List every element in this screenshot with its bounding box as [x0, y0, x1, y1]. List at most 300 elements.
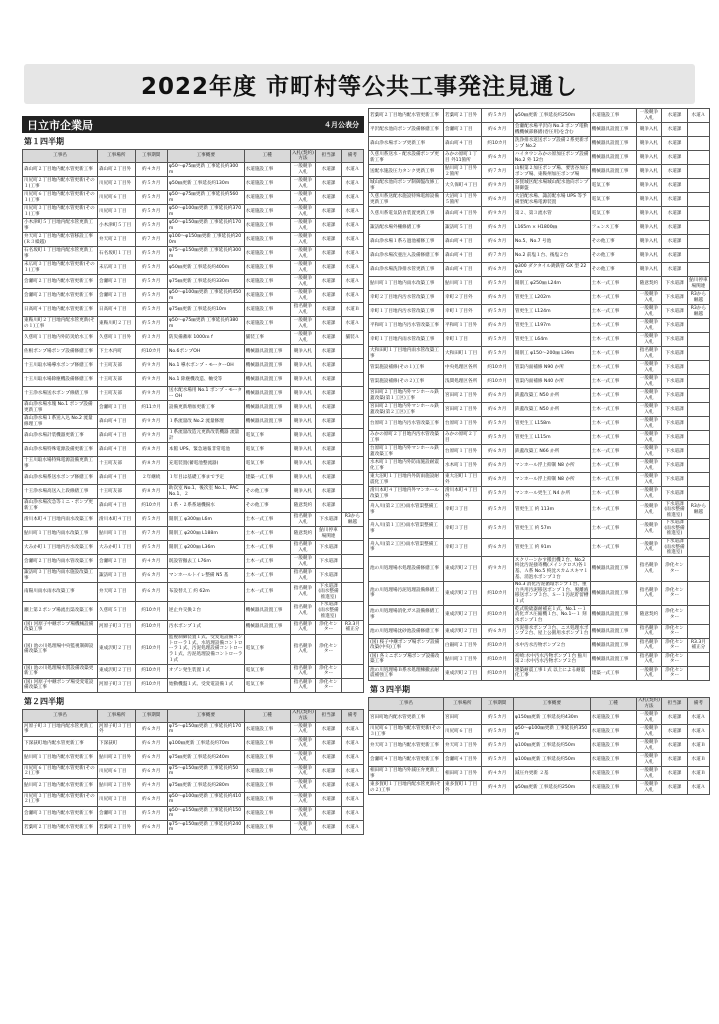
table-cell: 一般競争入札 [290, 792, 316, 806]
table-cell: 幸町２丁目外 [444, 291, 482, 305]
table-cell: 水道Ａ [687, 725, 709, 739]
table-cell [687, 165, 709, 179]
table-row [369, 319, 710, 333]
table-row [23, 499, 364, 513]
table-row [23, 601, 364, 620]
table-cell: みかの原町２丁目地内汚水管改築工事 [369, 431, 444, 445]
table-cell [341, 678, 363, 692]
table-cell: 下水道課 [662, 361, 688, 375]
table-cell: 浄化センター [662, 666, 688, 680]
table-cell: 水道課 [316, 345, 342, 359]
table-cell: みかの原町２丁目 [444, 431, 482, 445]
table-cell: 水道課 [316, 750, 342, 764]
table-cell [341, 583, 363, 602]
table-cell [341, 471, 363, 485]
table-cell: 約10カ月 [135, 345, 167, 359]
table-cell [341, 429, 363, 443]
table-cell: 競争入札 [290, 415, 316, 429]
table-row [369, 445, 710, 459]
table-cell: 管渠内面補修 N90 か所 [513, 361, 590, 375]
table-cell: 建築一式工事 [244, 471, 290, 485]
table-cell: 水道課 [662, 207, 688, 221]
table-cell: φ100㎜更新 工事延長約50m [513, 753, 590, 767]
table-cell [687, 235, 709, 249]
table-cell: 浄化センター [316, 620, 342, 634]
table-cell: 鮎川町１丁目地内雨水改築工事 [369, 277, 444, 291]
table-cell: 下水道課 [662, 375, 688, 389]
table-cell: 久慈町５丁目 [98, 601, 136, 620]
table-cell: 競争入札 [636, 263, 662, 277]
column-header: 備考 [341, 150, 363, 163]
table-cell [687, 375, 709, 389]
table-cell: 機械器具設置工事 [590, 606, 636, 625]
table-cell: 約10カ月 [481, 652, 513, 666]
table-row [23, 191, 364, 205]
table-cell: 機械器具設置工事 [244, 401, 290, 415]
table-row [23, 331, 364, 345]
table-row [369, 193, 710, 207]
table-cell: 水道施設工事 [244, 163, 290, 177]
table-cell: 若葉町２丁目地内配水管更新工事 [23, 820, 98, 834]
table-cell: 舗装Ａ [341, 331, 363, 345]
table-cell: 一般競争入札 [636, 459, 662, 473]
table-cell: 土木一式工事 [244, 541, 290, 555]
table-row [23, 750, 364, 764]
table-cell: φ75〜φ150㎜更新 工事延長約300m [167, 247, 244, 261]
table-cell: 一般競争入札 [636, 431, 662, 445]
table-cell: 機械器具設置工事 [590, 557, 636, 581]
table-cell: ２年継続 [135, 471, 167, 485]
table-cell: 約４カ月 [135, 778, 167, 792]
left-sections [22, 136, 364, 835]
table-cell: 諏訪町３丁目地内雨水施設改築工事 [23, 569, 98, 583]
table-cell: R3から継越 [341, 513, 363, 527]
table-cell [687, 263, 709, 277]
table-cell [341, 387, 363, 401]
table-cell: 土木一式工事 [590, 375, 636, 389]
table-cell: 管更生工 約 113m [513, 501, 590, 520]
table-cell: マンホール浮上抑制 N8 か所 [513, 459, 590, 473]
table-cell: 大みか町１丁目地内汚水改築工事 [23, 541, 98, 555]
table-cell: 競争入札 [290, 429, 316, 443]
table-cell: 水道課 [662, 235, 688, 249]
table-cell: 宮田町 [444, 711, 482, 725]
table-cell: 約６カ月 [481, 473, 513, 487]
table-cell: 会瀬町２丁目 [98, 275, 136, 289]
table-cell: 東成沢町２丁目 [444, 606, 482, 625]
table-cell: １系・２系系通機揚水 [167, 499, 244, 513]
table-cell: 下水道課 [662, 319, 688, 333]
table-cell: 鮎川町２丁目外 [98, 750, 136, 764]
table-row [369, 305, 710, 319]
table-cell: 十王川取水場除塵機設備修繕工事 [23, 373, 98, 387]
table-cell [687, 581, 709, 605]
table-row [23, 485, 364, 499]
table-cell: 水道施設工事 [244, 275, 290, 289]
table-cell: 指名競争入札 [290, 541, 316, 555]
table-cell: 会瀬町２丁目地内雨水管改築工事 [23, 555, 98, 569]
table-cell: 約６カ月 [481, 459, 513, 473]
table-cell: 川尻町６丁目地内配水管更新(その２)工事 [23, 764, 98, 778]
table-cell: 水道課 [316, 499, 342, 513]
table-row [369, 487, 710, 501]
table-cell: 浅間処理区各所 [444, 375, 482, 389]
table-cell: 約10カ月 [481, 666, 513, 680]
table-row [369, 638, 710, 652]
table-cell: 一般競争入札 [636, 739, 662, 753]
table-cell [341, 401, 363, 415]
table-cell: φ75㎜更新 工事延長約10m [167, 303, 244, 317]
table-cell: 管渠内面補修 N40 か所 [513, 375, 590, 389]
column-header: 工事期間 [135, 150, 167, 163]
table-cell: 宮田町２丁目外 [444, 403, 482, 417]
table-cell: 約８カ月 [135, 485, 167, 499]
table-cell: 東成沢町２丁目 [98, 634, 136, 664]
table-cell: 幸町１丁目地内雨水管改築工事 [369, 333, 444, 347]
table-cell: 機械器具設置工事 [244, 373, 290, 387]
table-row [369, 361, 710, 375]
table-cell: 十王川取水場導水ポンプ修繕工事 [23, 359, 98, 373]
table-cell: 浄化センター [662, 606, 688, 625]
table-cell [687, 333, 709, 347]
table-cell: 東成沢町２丁目 [444, 557, 482, 581]
table-cell: 水道課 [662, 767, 688, 781]
table-row [369, 606, 710, 625]
table-cell: 水道課 [316, 317, 342, 331]
table-cell: 幸町３丁目 [444, 519, 482, 538]
table-cell: 東多賀町１丁目地内配水管更新(その２)工事 [369, 781, 444, 795]
table-cell: 約５カ月 [481, 333, 513, 347]
table-cell [341, 569, 363, 583]
table-cell: 管更生工 L64m [513, 333, 590, 347]
table-cell: 下水道課 [316, 513, 342, 527]
table-cell: 十王浄水場高送入上段修繕工事 [23, 485, 98, 499]
table-cell: 浄化センター [316, 678, 342, 692]
table-cell: φ50〜φ100㎜更新 工事延長約410m [167, 792, 244, 806]
table-row [369, 389, 710, 403]
table-cell: φ50〜φ75㎜更新 工事延長約380m [167, 317, 244, 331]
table-cell: 一般競争入札 [290, 177, 316, 191]
table-cell: 約５カ月 [135, 275, 167, 289]
table-row [369, 347, 710, 361]
table-cell: 一般競争入札 [636, 753, 662, 767]
table-cell: 浄化センター [662, 638, 688, 652]
table-cell: No.1 除塵機改造、軸受等 [167, 373, 244, 387]
table-cell: 土木一式工事 [590, 417, 636, 431]
table-cell: 約10カ月 [135, 499, 167, 513]
column-header: 工種 [244, 150, 290, 163]
table-cell: 競争入札 [636, 123, 662, 137]
table-cell: 久慈町１丁目外 [98, 331, 136, 345]
table-cell: 森山町４丁目 [98, 415, 136, 429]
table-cell: 約５カ月 [481, 431, 513, 445]
table-cell: 約５カ月 [481, 347, 513, 361]
table-cell: 洗浄排水返送ポンプ設備２系更新ポンプ No.2 [514, 137, 589, 149]
table-cell: 下水道課(雨水整備推進室) [662, 538, 688, 557]
table-cell: 土木一式工事 [244, 513, 290, 527]
table-cell: 約10カ月 [135, 620, 167, 634]
table-cell: 競争入札 [290, 387, 316, 401]
table-cell: φ75㎜更新 工事延長約280m [167, 778, 244, 792]
table-cell: 布設替え工 約 62m [167, 583, 244, 602]
table-cell: φ75㎜更新 工事延長約240m [167, 750, 244, 764]
table-cell: 水道課 [316, 261, 342, 275]
table-cell: (国) 池の川処理場水質設備改築更新工事 [23, 664, 98, 678]
table-cell: 約４カ月 [135, 555, 167, 569]
table-row [23, 569, 364, 583]
table-cell: 一般競争入札 [636, 305, 662, 319]
table-row [23, 764, 364, 778]
table-cell: 開削工 φ200㎜ L36m [167, 541, 244, 555]
table-cell: 約９カ月 [481, 207, 513, 221]
table-row [369, 235, 710, 249]
table-cell: 管更生工 L124m [513, 305, 590, 319]
bureau-note: ４月公表分 [324, 120, 359, 129]
table-cell: 森山浄水場計装機器更新工事 [23, 429, 98, 443]
table-cell: 大みか町１丁目 [98, 541, 136, 555]
table-cell: 土木一式工事 [590, 431, 636, 445]
table-cell: 水道課 [316, 303, 342, 317]
table-cell: 水道課 [316, 219, 342, 233]
table-cell: 一般競争入札 [290, 191, 316, 205]
table-cell: 約５カ月 [481, 305, 513, 319]
table-cell: 水道施設工事 [590, 725, 636, 739]
table-cell: 一般競争入札 [290, 289, 316, 303]
table-cell: 電気工事 [590, 193, 636, 207]
table-cell: 小木津町５丁目地内配水管更新工事 [23, 219, 98, 233]
table-cell: 森山浄水場ポンプ更新工事 [369, 137, 444, 151]
table-row [23, 275, 364, 289]
table-cell [687, 557, 709, 581]
table-cell: 約６カ月 [135, 792, 167, 806]
table-cell: 末広町３丁目 [98, 261, 136, 275]
table-cell: 森山町４丁目 [444, 235, 482, 249]
table-cell: 水道Ａ [687, 109, 709, 123]
table-cell: 水中汚水汚物ポンプ２台 [513, 638, 590, 652]
table-cell: 久慈川系電気防食装置更新工事 [369, 207, 444, 221]
table-row [23, 541, 364, 555]
table-cell: 会瀬町２丁目地内配水管更新工事 [23, 289, 98, 303]
table-cell: 会瀬町３丁目 [98, 401, 136, 415]
table-cell: 水道施設工事 [590, 781, 636, 795]
table-row [369, 207, 710, 221]
table-cell: 一般競争入札 [636, 487, 662, 501]
table-cell: 宮田町地内配水管更新工事 [369, 711, 444, 725]
table-cell: 池の川処理場汚泥処理設備修繕工事 [369, 581, 444, 605]
table-cell: 森山町４丁目 [444, 137, 482, 151]
table-cell: 弁天町２丁目 [98, 583, 136, 602]
table-cell: 水道課 [316, 722, 342, 736]
table-cell: 約４カ月 [135, 163, 167, 177]
table-cell: 一般競争入札 [636, 361, 662, 375]
table-row [23, 261, 364, 275]
table-cell [341, 485, 363, 499]
table-cell: 約６カ月 [135, 583, 167, 602]
table-cell: 下水道課 [662, 347, 688, 361]
table-cell: No.2 前塩１台、後塩２台 [513, 249, 590, 263]
table-row [369, 753, 710, 767]
table-cell: (国) 各ミニポンプ場ポンプ設備改築工事 [369, 652, 444, 666]
table-cell: 滑川本町４丁目外 [444, 487, 482, 501]
table-cell: 森山町４丁目 [98, 443, 136, 457]
table-row [369, 249, 710, 263]
table-cell: 競争入札 [636, 179, 662, 193]
table-cell [341, 527, 363, 541]
table-cell: 下深荻町地内配水管更新工事 [23, 736, 98, 750]
table-cell: 管更生工 約 91m [513, 538, 590, 557]
table-row [23, 471, 364, 485]
table-cell: 末広町３丁目地内配水管更新(その１)工事 [23, 261, 98, 275]
table-row [23, 219, 364, 233]
table-row [23, 820, 364, 834]
table-cell: 水道課 [662, 249, 688, 263]
table-cell: 管更生工 L115m [513, 431, 590, 445]
table-cell: R3.3月補正分 [341, 620, 363, 634]
table-cell: 管更生工 L202m [513, 291, 590, 305]
table-cell: 競争入札 [636, 137, 662, 151]
table-cell: １系流量改造元更新改装機器 流量計 [167, 429, 244, 443]
table-cell: 指名競争入札 [290, 569, 316, 583]
table-cell: 中央処理区各所 [444, 361, 482, 375]
table-row [23, 401, 364, 415]
table-cell [341, 415, 363, 429]
table-cell: 水道Ｂ [687, 739, 709, 753]
table-cell: 約10カ月 [481, 638, 513, 652]
table-cell: 会瀬配水場平沢向 No.3 ポンプ電動機機械部修繕(巻圧用)を含む [513, 123, 590, 137]
table-cell: 約10カ月 [481, 137, 513, 151]
column-header: 入札(契約)方法 [637, 698, 660, 709]
table-cell: 十王町友部 [98, 387, 136, 401]
table-cell: 管更生工 L158m [513, 417, 590, 431]
table-cell [687, 361, 709, 375]
table-cell: 一般競争入札 [290, 778, 316, 792]
table-cell: 指名競争入札 [290, 634, 316, 664]
table-cell: 川尻町２丁目地内配水管更新(その１)工事 [23, 177, 98, 191]
table-cell: 水道施設工事 [244, 778, 290, 792]
table-cell: 約３カ月 [135, 331, 167, 345]
table-cell: 一般競争入札 [290, 820, 316, 834]
table-row [369, 519, 710, 538]
table-cell: 水道課 [662, 123, 688, 137]
table-cell: 約６カ月 [481, 403, 513, 417]
table-cell: 諏訪町３丁目 [98, 569, 136, 583]
column-header: 工事名 [23, 709, 98, 722]
table-cell: 管渠施設補修(その２)工事 [369, 375, 444, 389]
table-cell: 水道施設工事 [244, 806, 290, 820]
table-cell: 水道施設工事 [244, 317, 290, 331]
table-row [369, 725, 710, 739]
table-cell: 約６カ月 [135, 750, 167, 764]
table-cell: 下水道課 [662, 277, 688, 291]
table-cell [341, 499, 363, 513]
table-row [23, 373, 364, 387]
table-cell: 土木一式工事 [244, 569, 290, 583]
table-cell: 一般競争入札 [636, 501, 662, 520]
table-cell: 水道課 [316, 191, 342, 205]
table-cell: 川尻町２丁目外 [98, 177, 136, 191]
table-row [369, 666, 710, 680]
table-cell: 土木一式工事 [590, 291, 636, 305]
table-cell [687, 431, 709, 445]
table-cell: 指名競争入札 [636, 581, 662, 605]
table-cell: 宮田町２丁目外 [444, 389, 482, 403]
table-cell: 土木一式工事 [590, 389, 636, 403]
table-cell: 土木一式工事 [590, 538, 636, 557]
table-cell: 一般競争入札 [636, 291, 662, 305]
table-row [369, 123, 710, 137]
table-cell: 土木一式工事 [590, 361, 636, 375]
table-cell: 指名競争入札 [290, 303, 316, 317]
table-row [369, 375, 710, 389]
table-cell: 土木一式工事 [590, 347, 636, 361]
table-cell: ハイタウンみかの原加圧ポンプ設備 No.2 外 12台 [514, 151, 589, 163]
table-cell: 森山浄水場１系ろ過池補修工事 [369, 235, 444, 249]
table-cell: 宮田町２丁目地内外マンホール鉄蓋改築(第２工区)工事 [369, 403, 444, 417]
table-cell: 台原町３丁目地内汚水管改築工事 [369, 417, 444, 431]
table-row [369, 179, 710, 193]
table-cell: 一般競争入札 [636, 666, 662, 680]
table-cell: スクリーンかす搬出機２台、No.2 終沈汚泥掻寄機(メインクロス)各１基、Ａ系 No.5 終沈スカムスキマ１基、消泡水ポンプ３台 [513, 557, 590, 581]
table-cell: 一般競争入札 [290, 233, 316, 247]
table-cell: 約９カ月 [135, 373, 167, 387]
table-cell: 東大沼町１丁目外 [444, 473, 482, 487]
table-cell: φ75〜φ150㎜更新 工事延長約240m [167, 820, 244, 834]
table-cell: 管渠施設補修(その１)工事 [369, 361, 444, 375]
table-cell: 約10カ月 [135, 664, 167, 678]
table-cell [341, 359, 363, 373]
table-cell: 水道課 [662, 263, 688, 277]
table-cell: 水道施設工事 [244, 289, 290, 303]
table-cell: No.1 導水ポンプ・モーターOH [167, 359, 244, 373]
table-cell: 水道施設工事 [590, 711, 636, 725]
table-cell: 競争入札 [290, 373, 316, 387]
table-cell: 約６カ月 [481, 151, 513, 165]
table-cell: 約５カ月 [135, 541, 167, 555]
table-row [23, 415, 364, 429]
table-cell: 約５カ月 [135, 177, 167, 191]
table-cell: 川尻町６丁目 [98, 191, 136, 205]
column-header: 担当課 [316, 709, 342, 722]
table-cell: 小木津町５丁目 [98, 219, 136, 233]
table-cell: 水道Ａ [341, 191, 363, 205]
table-cell: 土木一式工事 [590, 519, 636, 538]
table-cell: 約６カ月 [481, 319, 513, 333]
table-cell: 森山浄水場次亜注入設備修繕工事 [369, 249, 444, 263]
table-cell: 約10カ月 [135, 601, 167, 620]
table-cell: 機械器具設置工事 [244, 359, 290, 373]
table-cell: オゾン発生装置１式 [167, 664, 244, 678]
table-cell: マンホールトイレ整備 N5 基 [167, 569, 244, 583]
table-row [369, 291, 710, 305]
table-cell: １年目は基礎工事まで予定 [167, 471, 244, 485]
table-cell: 水道課 [316, 331, 342, 345]
table-cell: 一般競争入札 [290, 722, 316, 736]
table-cell: 約９カ月 [481, 179, 513, 193]
table-cell: その他工事 [590, 249, 636, 263]
table-cell: 一般競争入札 [290, 555, 316, 569]
table-cell: 約９カ月 [135, 415, 167, 429]
table-cell: 約６カ月 [481, 193, 513, 207]
table-cell: 幸町１丁目地内汚水管改築工事 [369, 305, 444, 319]
table-cell: 水道Ａ [341, 275, 363, 289]
table-cell: 一般競争入札 [636, 375, 662, 389]
table-cell: 森山浄水場特殊電源設備更新工事 [23, 443, 98, 457]
table-row [369, 739, 710, 753]
table-cell: 約５カ月 [481, 487, 513, 501]
table-cell: 浄化センター [662, 581, 688, 605]
table-cell: 東鞍川町２丁目 [98, 317, 136, 331]
table-cell: 約６カ月 [481, 389, 513, 403]
